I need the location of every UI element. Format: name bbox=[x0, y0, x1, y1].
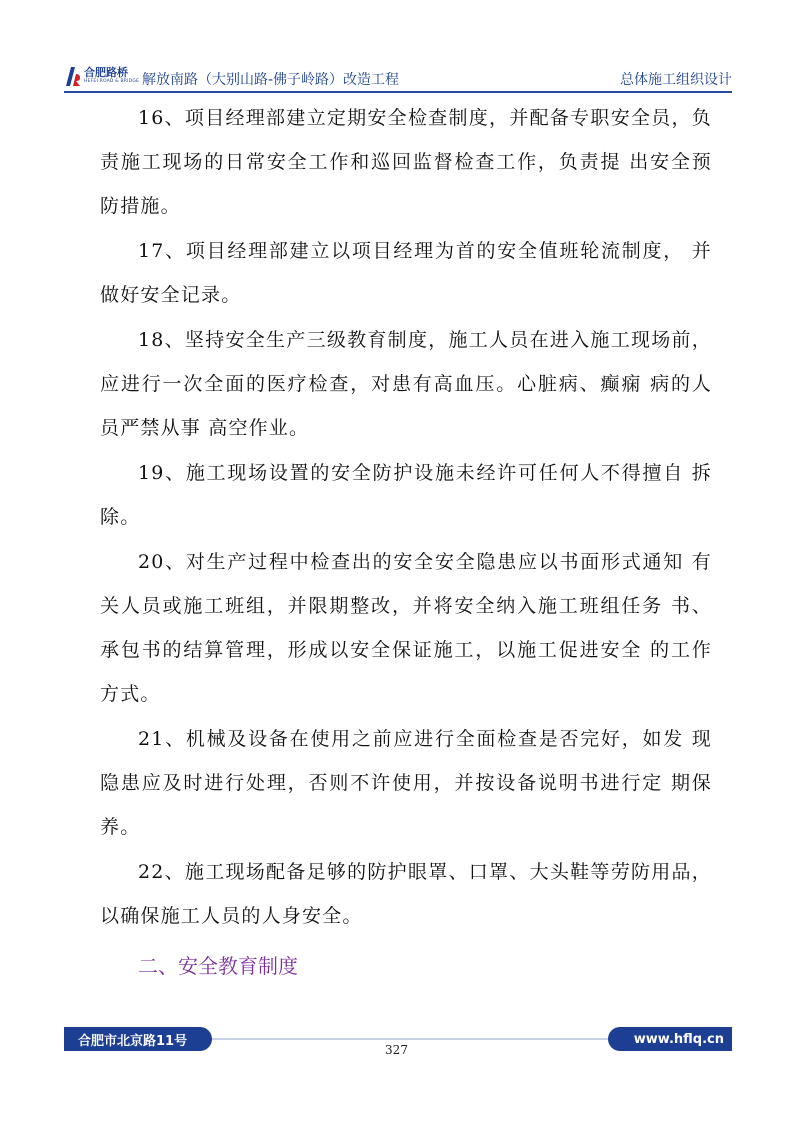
logo-name-en: HEFEI ROAD & BRIDGE bbox=[84, 79, 140, 84]
paragraph-16: 16、项目经理部建立定期安全检查制度，并配备专职安全员，负责施工现场的日常安全工作和巡回监督检查工作，负责提 出安全预防措施。 bbox=[100, 107, 712, 217]
footer-address: 合肥市北京路11号 bbox=[78, 1033, 188, 1049]
paragraph-17: 17、项目经理部建立以项目经理为首的安全值班轮流制度， 并做好安全记录。 bbox=[100, 240, 712, 306]
header-divider bbox=[64, 91, 732, 93]
company-logo bbox=[64, 64, 139, 88]
logo-mark-icon bbox=[64, 65, 82, 87]
logo-name-cn: 合肥路桥 bbox=[84, 66, 128, 79]
section-heading: 二、安全教育制度 bbox=[138, 954, 298, 978]
document-body bbox=[100, 96, 712, 988]
project-title: 解放南路（大别山路-佛子岭路）改造工程 bbox=[142, 72, 400, 88]
page-number: 327 bbox=[385, 1043, 408, 1057]
paragraph-18: 18、坚持安全生产三级教育制度，施工人员在进入施工现场前，应进行一次全面的医疗检查，对患有高血压。心脏病、癫痫 病的人员严禁从事 高空作业。 bbox=[100, 329, 712, 439]
page-header bbox=[64, 62, 732, 94]
paragraph-20: 20、对生产过程中检查出的安全安全隐患应以书面形式通知 有关人员或施工班组，并限期整改，并将安全纳入施工班组任务 书、承包书的结算管理，形成以安全保证施工，以施工促进安全 的工作方式。 bbox=[100, 551, 712, 705]
footer-divider bbox=[212, 1038, 612, 1040]
paragraph-22: 22、施工现场配备足够的防护眼罩、口罩、大头鞋等劳防用品，以确保施工人员的人身安全。 bbox=[100, 861, 712, 927]
footer-website: www.hflq.cn bbox=[633, 1031, 724, 1047]
paragraph-21: 21、机械及设备在使用之前应进行全面检查是否完好，如发 现隐患应及时进行处理，否则不许使用，并按设备说明书进行定 期保养。 bbox=[100, 728, 712, 838]
document-title: 总体施工组织设计 bbox=[620, 72, 732, 88]
paragraph-19: 19、施工现场设置的安全防护设施未经许可任何人不得擅自 拆除。 bbox=[100, 462, 712, 528]
